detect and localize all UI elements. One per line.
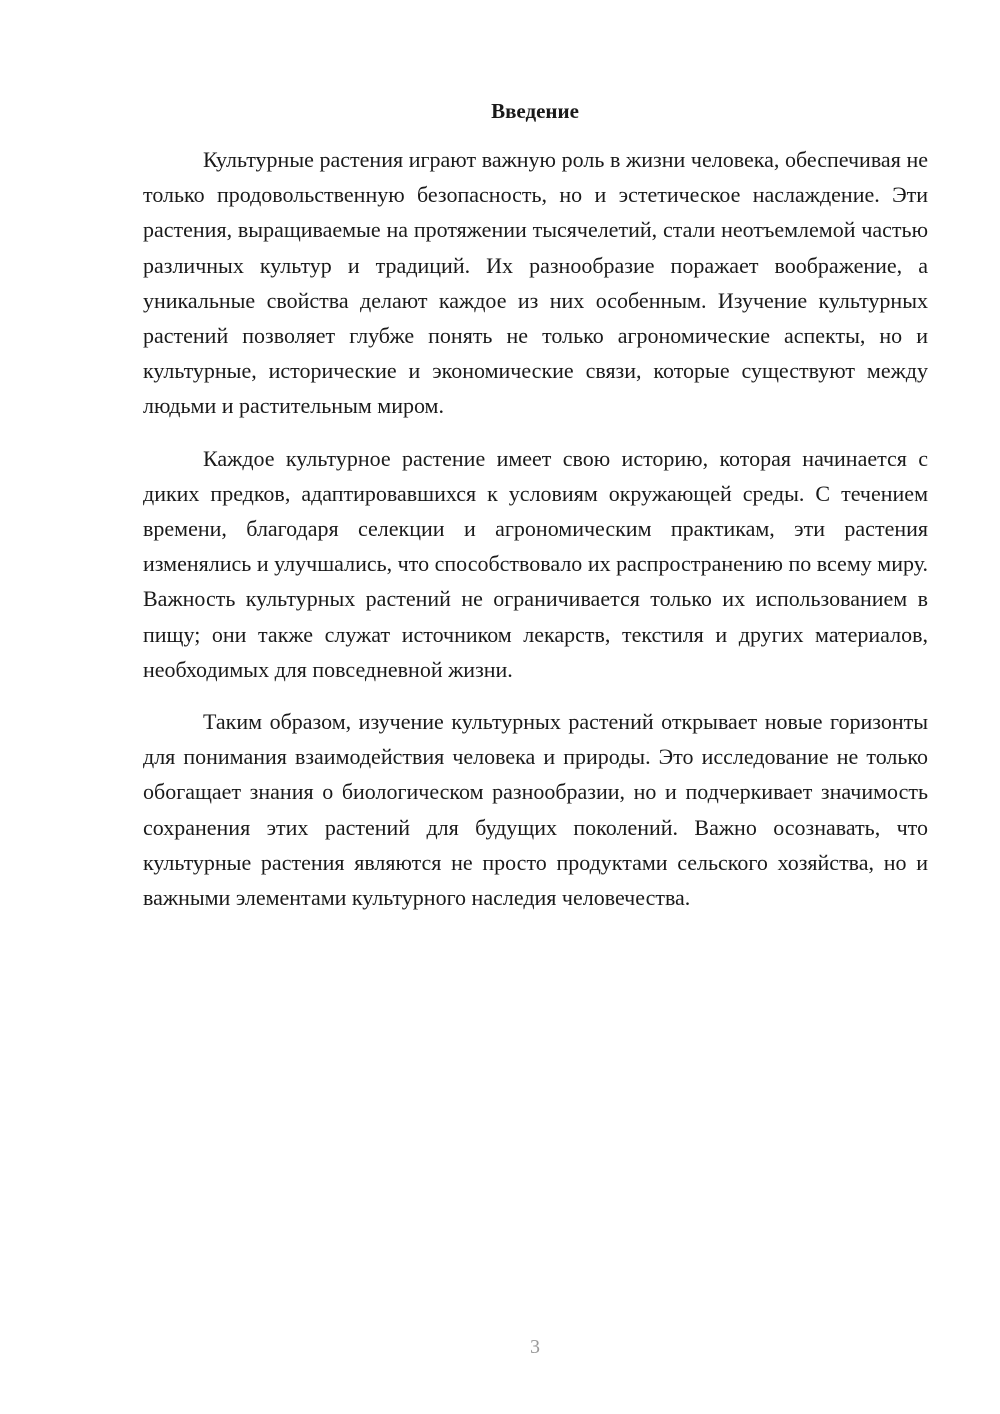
paragraph-2: Каждое культурное растение имеет свою историю, которая начинается с диких предков, адаптировавшихся к условиям окружающей среды. С течением времени, благодаря селекции и агрономическим практикам, эти растения изменялись и улучшались, что способствовало их распространению по всему миру. Важность культурных растений не ограничивается только их использованием в пищу; они также служат источником лекарств, текстиля и других материалов, необходимых для повседневной жизни.: [143, 445, 928, 682]
document-body: [143, 142, 928, 932]
page-title: Введение: [491, 99, 579, 123]
paragraph-1: Культурные растения играют важную роль в жизни человека, обеспечивая не только продовольственную безопасность, но и эстетическое наслаждение. Эти растения, выращиваемые на протяжении тысячелетий, стали неотъемлемой частью различных культур и традиций. Их разнообразие поражает воображение, а уникальные свойства делают каждое из них особенным. Изучение культурных растений позволяет глубже понять не только агрономические аспекты, но и культурные, исторические и экономические связи, которые существуют между людьми и растительным миром.: [143, 147, 928, 419]
page-number: 3: [530, 1336, 540, 1358]
paragraph-3: Таким образом, изучение культурных растений открывает новые горизонты для понимания взаимодействия человека и природы. Это исследование не только обогащает знания о биологическом разнообразии, но и подчеркивает значимость сохранения этих растений для будущих поколений. Важно осознавать, что культурные растения являются не просто продуктами сельского хозяйства, но и важными элементами культурного наследия человечества.: [143, 709, 928, 911]
